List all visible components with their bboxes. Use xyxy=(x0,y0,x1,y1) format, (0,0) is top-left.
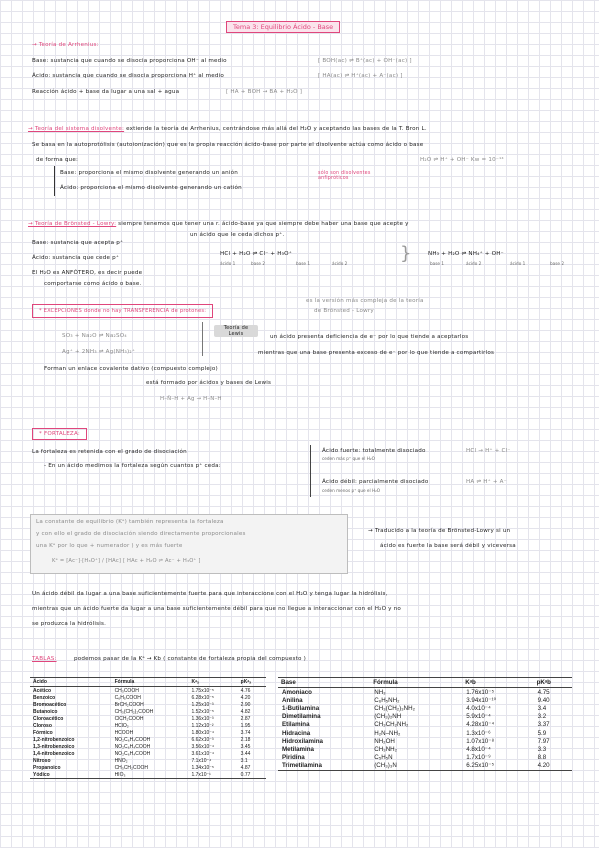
table-cell: NH₂OH xyxy=(374,737,395,745)
table-cell: 7.97 xyxy=(537,737,550,745)
table-row xyxy=(278,754,572,762)
bronsted-line2: un ácido que le ceda dichos p⁺. xyxy=(190,232,285,238)
table-cell: Amoniaco xyxy=(282,688,312,696)
column-header: Ácido xyxy=(30,678,112,687)
table-cell: 3.61x10⁻⁴ xyxy=(191,750,215,757)
column-header: pKᵃb xyxy=(534,678,572,688)
table-cell: (CH₃)₃N xyxy=(370,762,462,771)
disolvente-note: sólo son disolventes anfipróticos xyxy=(318,171,371,181)
table-cell: 4.0x10⁻⁴ xyxy=(466,704,491,712)
lewis-text1: un ácido presenta deficiencia de e⁻ por lo que tiende a aceptarlos xyxy=(270,334,469,340)
table-cell: 6.28x10⁻⁵ xyxy=(191,694,214,701)
table-cell: NO₂C₆H₄COOH xyxy=(114,743,151,750)
fortaleza-heading: * FORTALEZA: xyxy=(32,428,87,440)
table-row xyxy=(30,750,266,757)
bronsted-acido: Ácido: sustancia que cede p⁺ xyxy=(32,255,120,261)
table-cell: 3.4 xyxy=(537,704,547,712)
fortaleza-line1: La fortaleza es retenida con el grado de disociación xyxy=(32,449,187,455)
conjugados-line1: Un ácido débil da lugar a una base suficientemente fuerte para que interaccione con el H₂O y tenga lugar la hidrólisis, xyxy=(32,591,388,597)
table-cell: Acético xyxy=(33,687,52,694)
table-cell: CH₃(CH₂)₂COOH xyxy=(114,708,154,715)
table-cell: CH₃NH₂ xyxy=(374,745,398,753)
table-cell: 1.34x10⁻⁵ xyxy=(191,764,214,771)
column-header: Kᵃₐ xyxy=(188,678,237,687)
table-cell: Piridina xyxy=(282,754,305,762)
disolvente-line2: Se basa en la autoprotólisis (autoionización) que es la propia reacción ácido-base por parte el disolvente actúa como ácido o base xyxy=(32,142,424,148)
bronsted-line1-text: siempre tenemos que tener una r. ácido-base ya que siempre debe haber una base que acepte y xyxy=(118,221,409,227)
table-cell: Benzoico xyxy=(33,694,56,701)
table-cell: 1.25x10⁻³ xyxy=(191,701,214,708)
table-cell: Metilamina xyxy=(282,745,314,753)
table-row xyxy=(278,762,572,771)
tablas-label: TABLAS: xyxy=(32,656,57,662)
table-cell: 4.8x10⁻⁴ xyxy=(466,745,491,753)
table-row xyxy=(30,757,266,764)
lewis-note2: de Brönsted - Lowry xyxy=(314,308,374,314)
tablas-text: podemos pasar de la Kᵃ → Kb ( constante de fortaleza propia del compuesto ) xyxy=(74,656,307,662)
eq1-label: ácido 1 xyxy=(220,261,236,266)
bronsted-anfotero2: comportarse como ácido o base. xyxy=(44,281,142,287)
eq2-label: base 2 xyxy=(550,261,564,266)
column-header: Fórmula xyxy=(112,678,189,687)
table-cell: 1.95 xyxy=(240,722,251,729)
table-cell: 3.37 xyxy=(537,721,550,729)
table-row xyxy=(278,704,572,712)
table-cell: Etilamina xyxy=(282,721,310,729)
eq1-label: base 1 xyxy=(296,261,310,266)
table-cell: 8.8 xyxy=(537,754,547,762)
table-cell: 1.75x10⁻⁵ xyxy=(191,687,214,694)
table-cell: H₂N–NH₂ xyxy=(374,729,401,737)
lewis-bracket xyxy=(202,322,205,356)
table-cell: 6.62x10⁻³ xyxy=(191,736,214,743)
table-row xyxy=(278,745,572,753)
lewis-structure: H–N̈–H + Ag → H–N–H xyxy=(160,396,222,402)
disolvente-heading: → Teoría del sistema disolvente: xyxy=(28,126,125,132)
table-cell: C₅H₅N xyxy=(374,754,393,762)
base-table xyxy=(278,677,572,771)
table-cell: 1,3-nitrobenzoico xyxy=(33,743,75,750)
lewis-exceptions-box: * EXCEPCIONES donde no hay TRANSFERENCIA de protones: xyxy=(32,304,213,318)
constante-eq: Kᵉ = [Ac⁻]·[H₃O⁺] / [HAc] [ HAc + H₂O ⇌ Ac⁻ + H₃O⁺ ] xyxy=(52,558,201,564)
table-row xyxy=(30,771,266,779)
table-header-row xyxy=(30,678,266,687)
arrhenius-acido-eq: [ HA(ac) ⇌ H⁺(ac) + A⁻(ac) ] xyxy=(318,73,403,79)
table-row xyxy=(30,687,266,695)
lewis-note1: es la versión más compleja de la teoría xyxy=(306,298,424,304)
table-cell: Nitroso xyxy=(33,757,51,764)
table-cell: Cloroacético xyxy=(33,715,64,722)
table-cell: 4.75 xyxy=(537,688,550,696)
eq2-label: ácido 1 xyxy=(510,261,526,266)
table-cell: C₆H₅COOH xyxy=(114,694,141,701)
fortaleza-debil-eq: HA ⇌ H⁺ + A⁻ xyxy=(466,479,507,485)
disolvente-line1-text: extiende la teoría de Arrhenius, centrándose más allá del H₂O y aceptando las bases de la T. Bron L. xyxy=(126,126,427,132)
table-cell: 4.82 xyxy=(240,708,251,715)
table-cell: 1.7x10⁻¹ xyxy=(188,771,237,779)
fortaleza-debil: Ácido débil: parcialmente disociado xyxy=(322,479,429,485)
bronsted-anfotero: El H₂O es ANFÓTERO, es decir puede xyxy=(32,270,143,276)
page-title: Tema 3: Equilibrio Ácido - Base xyxy=(226,21,340,33)
table-cell: 1.36x10⁻³ xyxy=(191,715,214,722)
lewis-text4: está formado por ácidos y bases de Lewis xyxy=(146,380,272,386)
table-cell: 1.07x10⁻⁸ xyxy=(466,737,495,745)
arrhenius-reaccion: Reacción ácido + base da lugar a una sal + agua xyxy=(32,89,180,95)
lewis-tag: Teoría de Lewis xyxy=(214,325,258,337)
table-cell: 1.3x10⁻⁶ xyxy=(466,729,491,737)
fortaleza-fuerte-sub: ceden más p⁺ que el H₂O xyxy=(322,456,375,461)
disolvente-base: Base: proporciona el mismo disolvente generando un anión xyxy=(60,170,238,176)
table-cell: 3.44 xyxy=(240,750,251,757)
fortaleza-fuerte: Ácido fuerte: totalmente disociado xyxy=(322,448,426,454)
table-cell: 9.40 xyxy=(537,696,550,704)
table-cell: HCOOH xyxy=(114,729,134,736)
table-cell: (CH₃)₂NH xyxy=(374,713,402,721)
conjugados-line3: se produzca la hidrólisis. xyxy=(32,621,107,627)
table-cell: 7.1x10⁻⁴ xyxy=(191,757,212,764)
table-cell: Hidracina xyxy=(282,729,311,737)
table-cell: Propanoico xyxy=(33,764,61,771)
column-header: pKᵃₐ xyxy=(238,678,266,687)
bracket xyxy=(54,166,57,196)
bronsted-eq1: HCl + H₂O ⇌ Cl⁻ + H₃O⁺ xyxy=(220,251,292,257)
table-cell: C₆H₅NH₂ xyxy=(374,696,400,704)
curly-brace: } xyxy=(400,243,412,264)
lewis-eq1: SO₃ + Na₂O ⇌ Na₂SO₄ xyxy=(62,333,127,339)
table-cell: 3.94x10⁻¹⁰ xyxy=(466,696,497,704)
table-cell: 4.20 xyxy=(534,762,572,771)
table-cell: BrCH₂COOH xyxy=(114,701,144,708)
table-row xyxy=(30,708,266,715)
table-cell: Butanoico xyxy=(33,708,58,715)
eq1-label: base 2 xyxy=(251,261,265,266)
column-header: Kᵃb xyxy=(462,678,533,688)
table-row xyxy=(278,737,572,745)
table-row xyxy=(30,722,266,729)
table-cell: 1.52x10⁻⁵ xyxy=(191,708,214,715)
conjugados-line2: mientras que un ácido fuerte da lugar a una base suficientemente débil para que no llegue a interaccionar con el H₂O y no xyxy=(32,606,402,612)
table-cell: HNO₂ xyxy=(114,757,128,764)
table-cell: NO₂C₆H₄COOH xyxy=(114,750,151,757)
arrhenius-base-eq: [ BOH(ac) ⇌ B⁺(ac) + OH⁻(ac) ] xyxy=(318,58,412,64)
table-cell: 2.90 xyxy=(240,701,251,708)
table-cell: 4.76 xyxy=(240,687,251,694)
eq2-label: ácido 2 xyxy=(466,261,482,266)
table-cell: 3.3 xyxy=(537,745,547,753)
table-row xyxy=(30,764,266,771)
table-cell: 5.9 xyxy=(537,729,547,737)
table-header-row xyxy=(278,678,572,688)
disolvente-eq: H₂O ⇌ H⁺ + OH⁻ Kw = 10⁻¹⁴ xyxy=(420,157,504,163)
lewis-text3: Forman un enlace covalente dativo (compuesto complejo) xyxy=(44,366,218,372)
table-cell: 3.56x10⁻⁴ xyxy=(191,743,215,750)
table-row xyxy=(278,713,572,721)
eq1-label: ácido 2 xyxy=(332,261,348,266)
table-cell: 4.87 xyxy=(240,764,251,771)
table-row xyxy=(278,696,572,704)
disolvente-acido: Ácido: proporciona el mismo disolvente generando un catión xyxy=(60,185,242,191)
table-cell: Cloroso xyxy=(33,722,52,729)
table-cell: 2.18 xyxy=(240,736,251,743)
lewis-text2: mientras que una base presenta exceso de e⁻ por lo que tiende a compartirlos xyxy=(258,350,495,356)
disolvente-line1 xyxy=(28,126,427,132)
table-cell: 2.87 xyxy=(240,715,251,722)
table-cell: 1,2-nitrobenzoico xyxy=(33,736,75,743)
table-cell: 4.20 xyxy=(240,694,251,701)
bronsted-heading: → Teoría de Brönsted - Lowry: xyxy=(28,221,117,227)
table-row xyxy=(30,701,266,708)
table-cell: NH₃ xyxy=(374,688,386,696)
constante-trad2: ácido es fuerte la base será débil y viceversa xyxy=(380,543,516,549)
eq2-label: base 1 xyxy=(430,261,444,266)
table-cell: Yódico xyxy=(30,771,112,779)
table-cell: HIO₃ xyxy=(112,771,189,779)
table-row xyxy=(30,743,266,750)
table-cell: ClCH₂COOH xyxy=(114,715,144,722)
table-row xyxy=(30,729,266,736)
arrhenius-heading: → Teoría de Arrhenius: xyxy=(32,42,99,48)
table-cell: 3.45 xyxy=(240,743,251,750)
fortaleza-bracket xyxy=(310,445,313,497)
constante-line1: La constante de equilibrio (Kᵉ) también representa la fortaleza xyxy=(36,519,224,525)
table-cell: Dimetilamina xyxy=(282,713,321,721)
table-row xyxy=(30,715,266,722)
arrhenius-reaccion-eq: [ HA + BOH → BA + H₂O ] xyxy=(226,89,303,95)
acid-table xyxy=(30,677,266,779)
table-cell: 1.76x10⁻⁵ xyxy=(466,688,495,696)
table-cell: 6.25x10⁻⁵ xyxy=(462,762,533,771)
table-cell: 4.28x10⁻⁴ xyxy=(466,721,495,729)
constante-trad1: → Traducido a la teoría de Brönsted-Lowry si un xyxy=(368,528,511,534)
table-cell: Fórmico xyxy=(33,729,53,736)
arrhenius-base: Base: sustancia que cuando se disocia proporciona OH⁻ al medio xyxy=(32,58,227,64)
table-cell: 5.9x10⁻⁴ xyxy=(466,713,491,721)
table-cell: 0.77 xyxy=(238,771,266,779)
table-cell: Anilina xyxy=(282,696,303,704)
table-cell: 3.74 xyxy=(240,729,251,736)
bronsted-eq2: NH₃ + H₂O ⇌ NH₄⁺ + OH⁻ xyxy=(428,251,504,257)
table-cell: CH₃CH₂NH₂ xyxy=(374,721,409,729)
constante-line3: una Kᵉ por lo que + numerador ) y es más fuerte xyxy=(36,543,183,549)
table-row xyxy=(30,694,266,701)
arrhenius-acido: Ácido: sustancia que cuando se disocia proporciona H⁺ al medio xyxy=(32,73,225,79)
table-row xyxy=(30,736,266,743)
table-row xyxy=(278,688,572,697)
table-cell: 3.1 xyxy=(240,757,248,764)
lewis-eq2: Ag⁺ + 2NH₃ ⇌ Ag(NH₃)₂⁺ xyxy=(62,349,135,355)
column-header: Base xyxy=(278,678,370,688)
table-cell: 3.2 xyxy=(537,713,547,721)
constante-line2: y con ello el grado de disociación siendo directamente proporcionales xyxy=(36,531,246,537)
table-cell: 1.12x10⁻² xyxy=(191,722,214,729)
table-cell: 1,4-nitrobenzoico xyxy=(33,750,75,757)
table-cell: Bromoacético xyxy=(33,701,67,708)
disolvente-line3: de forma que: xyxy=(36,157,79,163)
table-cell: CH₃CH₂COOH xyxy=(114,764,148,771)
table-cell: CH₃(CH₂)₃NH₂ xyxy=(374,704,416,712)
fortaleza-line2: - En un ácido medimos la fortaleza según cuantos p⁺ ceda: xyxy=(44,463,221,469)
bronsted-line1 xyxy=(28,221,409,227)
table-cell: NO₂C₆H₄COOH xyxy=(114,736,151,743)
table-row xyxy=(278,721,572,729)
table-cell: Hidroxilamina xyxy=(282,737,323,745)
table-row xyxy=(278,729,572,737)
column-header: Fórmula xyxy=(370,678,462,688)
table-cell: 1.80x10⁻⁴ xyxy=(191,729,215,736)
bronsted-base: Base: sustancia que acepta p⁺ xyxy=(32,240,124,246)
fortaleza-fuerte-eq: HCl → H⁺ + Cl⁻ xyxy=(466,448,511,454)
fortaleza-debil-sub: ceden menos p⁺ que el H₂O xyxy=(322,488,381,493)
table-cell: 1-Butilamina xyxy=(282,704,320,712)
table-cell: HClO₂ xyxy=(114,722,129,729)
table-cell: CH₃COOH xyxy=(114,687,139,694)
table-cell: 1.7x10⁻⁹ xyxy=(466,754,491,762)
table-cell: Trimetilamina xyxy=(278,762,370,771)
